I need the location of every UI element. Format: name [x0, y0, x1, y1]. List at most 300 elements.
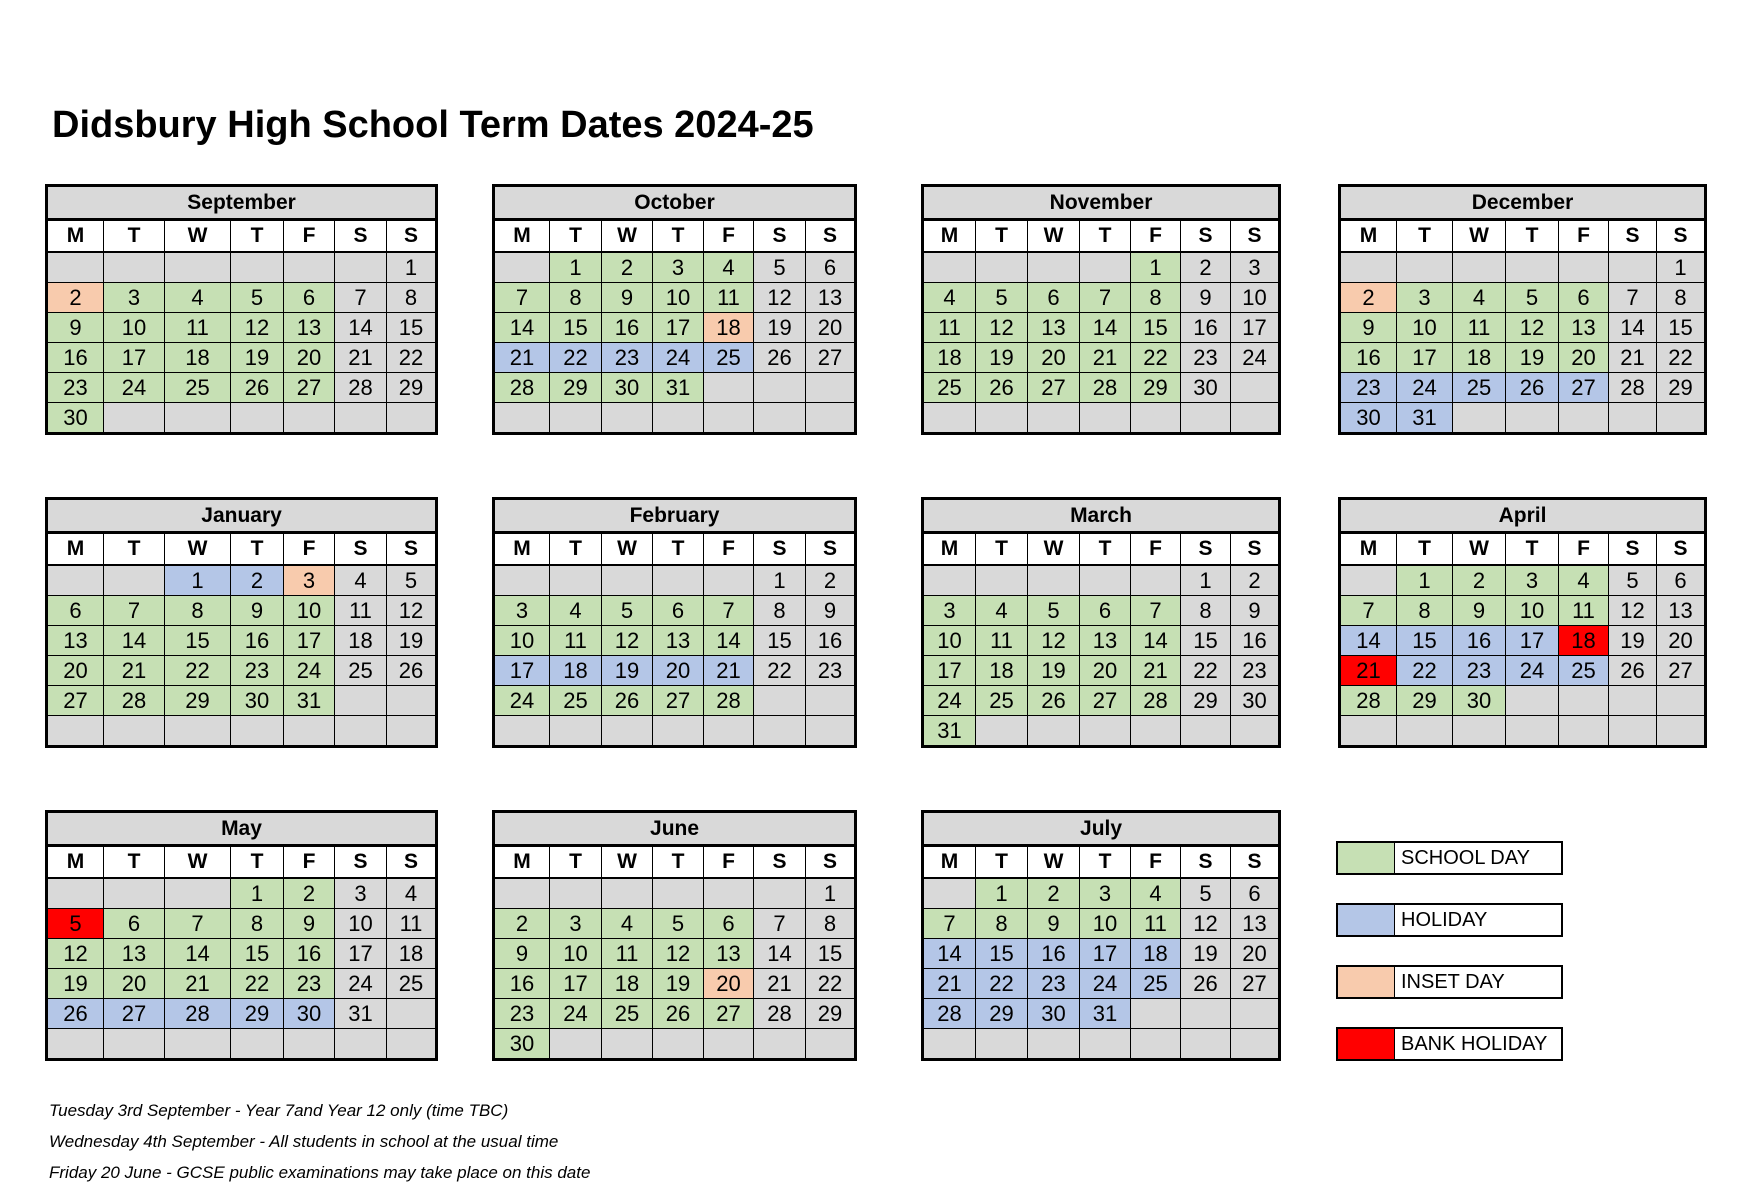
- empty-cell: [550, 403, 602, 434]
- day-cell: 17: [1506, 626, 1559, 656]
- day-cell: 29: [1397, 686, 1453, 716]
- day-header: W: [1453, 220, 1506, 253]
- empty-cell: [387, 1029, 437, 1060]
- empty-cell: [923, 878, 976, 909]
- day-cell: 28: [335, 373, 387, 403]
- day-cell: 1: [976, 878, 1028, 909]
- day-cell: 23: [231, 656, 284, 686]
- day-header: F: [1559, 533, 1609, 566]
- day-cell: 2: [1340, 283, 1397, 313]
- day-cell: 5: [1181, 878, 1231, 909]
- empty-cell: [335, 716, 387, 747]
- day-cell: 1: [165, 565, 231, 596]
- day-header: S: [335, 220, 387, 253]
- day-cell: 18: [550, 656, 602, 686]
- day-cell: 12: [47, 939, 104, 969]
- empty-cell: [754, 716, 806, 747]
- day-cell: 27: [47, 686, 104, 716]
- empty-cell: [494, 878, 550, 909]
- day-cell: 12: [1181, 909, 1231, 939]
- day-cell: 22: [754, 656, 806, 686]
- day-cell: 4: [923, 283, 976, 313]
- day-header: T: [1080, 533, 1131, 566]
- day-cell: 11: [976, 626, 1028, 656]
- day-cell: 11: [704, 283, 754, 313]
- day-cell: 15: [806, 939, 856, 969]
- empty-cell: [1453, 252, 1506, 283]
- day-header: T: [231, 846, 284, 879]
- empty-cell: [806, 403, 856, 434]
- day-cell: 31: [284, 686, 335, 716]
- empty-cell: [47, 1029, 104, 1060]
- day-cell: 7: [1080, 283, 1131, 313]
- day-header: S: [1181, 220, 1231, 253]
- empty-cell: [231, 403, 284, 434]
- day-cell: 21: [165, 969, 231, 999]
- day-cell: 15: [754, 626, 806, 656]
- day-cell: 8: [165, 596, 231, 626]
- day-cell: 27: [1559, 373, 1609, 403]
- day-cell: 9: [231, 596, 284, 626]
- empty-cell: [806, 686, 856, 716]
- day-cell: 5: [1028, 596, 1080, 626]
- empty-cell: [1657, 403, 1706, 434]
- day-cell: 15: [387, 313, 437, 343]
- day-header: M: [494, 533, 550, 566]
- empty-cell: [387, 999, 437, 1029]
- day-cell: 26: [1609, 656, 1657, 686]
- empty-cell: [602, 716, 653, 747]
- day-header: S: [335, 533, 387, 566]
- empty-cell: [1559, 252, 1609, 283]
- day-cell: 26: [976, 373, 1028, 403]
- empty-cell: [1181, 999, 1231, 1029]
- day-cell: 16: [1453, 626, 1506, 656]
- day-cell: 5: [602, 596, 653, 626]
- day-cell: 4: [1131, 878, 1181, 909]
- day-header: W: [165, 533, 231, 566]
- empty-cell: [1181, 1029, 1231, 1060]
- empty-cell: [494, 252, 550, 283]
- day-cell: 4: [976, 596, 1028, 626]
- day-cell: 11: [335, 596, 387, 626]
- empty-cell: [104, 878, 165, 909]
- empty-cell: [704, 1029, 754, 1060]
- day-cell: 26: [47, 999, 104, 1029]
- day-cell: 12: [1609, 596, 1657, 626]
- day-cell: 3: [104, 283, 165, 313]
- day-cell: 20: [284, 343, 335, 373]
- day-cell: 24: [284, 656, 335, 686]
- day-cell: 16: [1231, 626, 1280, 656]
- day-cell: 11: [602, 939, 653, 969]
- day-cell: 24: [335, 969, 387, 999]
- day-cell: 25: [923, 373, 976, 403]
- empty-cell: [165, 878, 231, 909]
- day-cell: 19: [754, 313, 806, 343]
- day-cell: 16: [47, 343, 104, 373]
- empty-cell: [47, 565, 104, 596]
- day-header: M: [923, 220, 976, 253]
- day-cell: 12: [1028, 626, 1080, 656]
- day-cell: 4: [1559, 565, 1609, 596]
- day-cell: 19: [231, 343, 284, 373]
- day-cell: 6: [806, 252, 856, 283]
- day-cell: 4: [335, 565, 387, 596]
- empty-cell: [387, 686, 437, 716]
- day-cell: 18: [923, 343, 976, 373]
- empty-cell: [1181, 716, 1231, 747]
- day-cell: 9: [1181, 283, 1231, 313]
- empty-cell: [1028, 252, 1080, 283]
- day-cell: 17: [494, 656, 550, 686]
- day-cell: 20: [1559, 343, 1609, 373]
- empty-cell: [754, 373, 806, 403]
- empty-cell: [1028, 565, 1080, 596]
- day-cell: 23: [1340, 373, 1397, 403]
- day-header: F: [704, 533, 754, 566]
- empty-cell: [165, 403, 231, 434]
- month-name: May: [47, 812, 437, 846]
- empty-cell: [602, 403, 653, 434]
- day-cell: 27: [1028, 373, 1080, 403]
- day-cell: 19: [1506, 343, 1559, 373]
- day-cell: 8: [976, 909, 1028, 939]
- day-cell: 30: [284, 999, 335, 1029]
- day-cell: 18: [1131, 939, 1181, 969]
- day-cell: 27: [284, 373, 335, 403]
- day-header: T: [1397, 533, 1453, 566]
- day-cell: 4: [602, 909, 653, 939]
- day-cell: 10: [104, 313, 165, 343]
- day-cell: 28: [1609, 373, 1657, 403]
- day-cell: 21: [923, 969, 976, 999]
- day-cell: 31: [923, 716, 976, 747]
- day-cell: 24: [1506, 656, 1559, 686]
- month-name: January: [47, 499, 437, 533]
- day-cell: 30: [602, 373, 653, 403]
- day-header: W: [1453, 533, 1506, 566]
- day-cell: 14: [1340, 626, 1397, 656]
- day-cell: 16: [1028, 939, 1080, 969]
- day-cell: 5: [976, 283, 1028, 313]
- day-cell: 26: [602, 686, 653, 716]
- legend-label: INSET DAY: [1401, 971, 1505, 993]
- empty-cell: [494, 565, 550, 596]
- day-header: S: [806, 220, 856, 253]
- month-january: [45, 497, 438, 748]
- day-cell: 19: [1609, 626, 1657, 656]
- day-cell: 16: [806, 626, 856, 656]
- day-cell: 17: [284, 626, 335, 656]
- month-name: November: [923, 186, 1280, 220]
- day-cell: 28: [704, 686, 754, 716]
- day-cell: 13: [1028, 313, 1080, 343]
- day-cell: 17: [1231, 313, 1280, 343]
- day-header: T: [653, 533, 704, 566]
- empty-cell: [47, 252, 104, 283]
- empty-cell: [653, 403, 704, 434]
- empty-cell: [1080, 716, 1131, 747]
- empty-cell: [1231, 403, 1280, 434]
- day-header: T: [550, 533, 602, 566]
- day-cell: 15: [550, 313, 602, 343]
- day-cell: 6: [1028, 283, 1080, 313]
- empty-cell: [1028, 716, 1080, 747]
- day-cell: 22: [387, 343, 437, 373]
- month-march: [921, 497, 1281, 748]
- day-cell: 6: [104, 909, 165, 939]
- day-header: T: [653, 220, 704, 253]
- day-cell: 8: [387, 283, 437, 313]
- day-cell: 9: [806, 596, 856, 626]
- legend-item-holiday: [1336, 903, 1563, 937]
- school-day-swatch: [1338, 843, 1395, 873]
- month-name: March: [923, 499, 1280, 533]
- day-cell: 11: [165, 313, 231, 343]
- empty-cell: [335, 1029, 387, 1060]
- day-cell: 10: [653, 283, 704, 313]
- day-cell: 19: [1181, 939, 1231, 969]
- day-cell: 15: [231, 939, 284, 969]
- empty-cell: [1609, 252, 1657, 283]
- day-cell: 10: [1231, 283, 1280, 313]
- day-cell: 14: [1609, 313, 1657, 343]
- day-cell: 18: [165, 343, 231, 373]
- day-cell: 18: [335, 626, 387, 656]
- day-header: T: [976, 846, 1028, 879]
- note-line: Tuesday 3rd September - Year 7and Year 12 only (time TBC): [49, 1101, 509, 1120]
- day-cell: 1: [754, 565, 806, 596]
- day-header: S: [1231, 220, 1280, 253]
- empty-cell: [653, 565, 704, 596]
- day-cell: 17: [335, 939, 387, 969]
- day-cell: 26: [1506, 373, 1559, 403]
- day-cell: 2: [284, 878, 335, 909]
- day-cell: 9: [1231, 596, 1280, 626]
- empty-cell: [104, 403, 165, 434]
- empty-cell: [284, 252, 335, 283]
- day-cell: 6: [704, 909, 754, 939]
- day-header: T: [976, 220, 1028, 253]
- day-cell: 26: [754, 343, 806, 373]
- day-cell: 30: [1453, 686, 1506, 716]
- day-cell: 23: [1453, 656, 1506, 686]
- day-cell: 22: [550, 343, 602, 373]
- day-cell: 30: [231, 686, 284, 716]
- day-header: S: [1657, 533, 1706, 566]
- day-cell: 26: [653, 999, 704, 1029]
- day-cell: 13: [1559, 313, 1609, 343]
- day-cell: 3: [1397, 283, 1453, 313]
- day-header: W: [602, 220, 653, 253]
- empty-cell: [754, 1029, 806, 1060]
- day-cell: 21: [104, 656, 165, 686]
- empty-cell: [923, 252, 976, 283]
- day-cell: 12: [231, 313, 284, 343]
- day-cell: 8: [1397, 596, 1453, 626]
- day-cell: 9: [1028, 909, 1080, 939]
- empty-cell: [1080, 403, 1131, 434]
- day-cell: 1: [1397, 565, 1453, 596]
- empty-cell: [231, 1029, 284, 1060]
- day-cell: 7: [704, 596, 754, 626]
- day-cell: 16: [1340, 343, 1397, 373]
- day-header: T: [1080, 220, 1131, 253]
- day-cell: 1: [231, 878, 284, 909]
- day-header: M: [923, 846, 976, 879]
- empty-cell: [704, 878, 754, 909]
- day-cell: 2: [494, 909, 550, 939]
- day-cell: 4: [387, 878, 437, 909]
- empty-cell: [231, 716, 284, 747]
- day-cell: 18: [387, 939, 437, 969]
- day-cell: 22: [1131, 343, 1181, 373]
- day-cell: 1: [1131, 252, 1181, 283]
- empty-cell: [653, 878, 704, 909]
- empty-cell: [165, 252, 231, 283]
- day-cell: 25: [1559, 656, 1609, 686]
- month-may: [45, 810, 438, 1061]
- empty-cell: [165, 716, 231, 747]
- empty-cell: [1506, 403, 1559, 434]
- day-cell: 29: [165, 686, 231, 716]
- day-cell: 8: [1131, 283, 1181, 313]
- day-cell: 4: [704, 252, 754, 283]
- day-cell: 23: [602, 343, 653, 373]
- day-cell: 18: [1559, 626, 1609, 656]
- day-cell: 23: [1181, 343, 1231, 373]
- day-cell: 1: [1657, 252, 1706, 283]
- day-cell: 23: [1028, 969, 1080, 999]
- day-header: W: [165, 220, 231, 253]
- day-cell: 24: [494, 686, 550, 716]
- day-header: S: [754, 846, 806, 879]
- empty-cell: [704, 565, 754, 596]
- day-cell: 28: [1080, 373, 1131, 403]
- day-cell: 13: [704, 939, 754, 969]
- day-header: S: [1609, 220, 1657, 253]
- empty-cell: [976, 565, 1028, 596]
- day-cell: 10: [335, 909, 387, 939]
- month-name: September: [47, 186, 437, 220]
- day-cell: 14: [1131, 626, 1181, 656]
- day-cell: 14: [494, 313, 550, 343]
- empty-cell: [806, 373, 856, 403]
- day-cell: 21: [1131, 656, 1181, 686]
- day-cell: 5: [754, 252, 806, 283]
- day-cell: 9: [1453, 596, 1506, 626]
- day-cell: 7: [1131, 596, 1181, 626]
- day-cell: 27: [1657, 656, 1706, 686]
- legend-label: HOLIDAY: [1401, 909, 1488, 931]
- day-cell: 3: [1506, 565, 1559, 596]
- day-cell: 12: [976, 313, 1028, 343]
- day-cell: 22: [231, 969, 284, 999]
- day-cell: 26: [231, 373, 284, 403]
- day-cell: 22: [1657, 343, 1706, 373]
- empty-cell: [494, 403, 550, 434]
- day-header: T: [550, 846, 602, 879]
- day-cell: 17: [1397, 343, 1453, 373]
- empty-cell: [1506, 686, 1559, 716]
- day-cell: 20: [1657, 626, 1706, 656]
- day-cell: 17: [550, 969, 602, 999]
- empty-cell: [1657, 716, 1706, 747]
- day-cell: 8: [1657, 283, 1706, 313]
- day-cell: 21: [335, 343, 387, 373]
- day-header: T: [976, 533, 1028, 566]
- day-cell: 6: [1657, 565, 1706, 596]
- day-cell: 15: [1131, 313, 1181, 343]
- empty-cell: [976, 252, 1028, 283]
- day-cell: 31: [1397, 403, 1453, 434]
- day-cell: 17: [1080, 939, 1131, 969]
- day-cell: 30: [1028, 999, 1080, 1029]
- empty-cell: [602, 1029, 653, 1060]
- day-header: M: [494, 220, 550, 253]
- empty-cell: [1609, 686, 1657, 716]
- holiday-swatch: [1338, 905, 1395, 935]
- empty-cell: [1028, 403, 1080, 434]
- day-cell: 3: [550, 909, 602, 939]
- day-cell: 10: [1080, 909, 1131, 939]
- day-cell: 28: [494, 373, 550, 403]
- empty-cell: [1131, 565, 1181, 596]
- day-header: F: [284, 533, 335, 566]
- day-cell: 6: [1559, 283, 1609, 313]
- empty-cell: [704, 403, 754, 434]
- day-cell: 6: [47, 596, 104, 626]
- day-cell: 21: [494, 343, 550, 373]
- day-cell: 8: [806, 909, 856, 939]
- day-cell: 5: [47, 909, 104, 939]
- day-header: M: [1340, 220, 1397, 253]
- day-header: S: [1231, 533, 1280, 566]
- empty-cell: [1231, 999, 1280, 1029]
- month-name: June: [494, 812, 856, 846]
- day-cell: 28: [165, 999, 231, 1029]
- empty-cell: [976, 716, 1028, 747]
- day-cell: 22: [1397, 656, 1453, 686]
- month-july: [921, 810, 1281, 1061]
- empty-cell: [387, 403, 437, 434]
- day-cell: 10: [1397, 313, 1453, 343]
- day-cell: 2: [1181, 252, 1231, 283]
- empty-cell: [806, 1029, 856, 1060]
- day-header: S: [1181, 533, 1231, 566]
- day-header: S: [1657, 220, 1706, 253]
- empty-cell: [1657, 686, 1706, 716]
- month-november: [921, 184, 1281, 435]
- empty-cell: [335, 686, 387, 716]
- empty-cell: [1340, 565, 1397, 596]
- empty-cell: [923, 403, 976, 434]
- day-header: F: [284, 846, 335, 879]
- day-cell: 26: [387, 656, 437, 686]
- empty-cell: [1131, 1029, 1181, 1060]
- day-cell: 25: [550, 686, 602, 716]
- day-cell: 21: [1340, 656, 1397, 686]
- day-cell: 16: [602, 313, 653, 343]
- day-cell: 28: [923, 999, 976, 1029]
- day-cell: 21: [754, 969, 806, 999]
- day-cell: 2: [231, 565, 284, 596]
- day-cell: 13: [104, 939, 165, 969]
- empty-cell: [231, 252, 284, 283]
- day-header: S: [754, 220, 806, 253]
- day-cell: 8: [231, 909, 284, 939]
